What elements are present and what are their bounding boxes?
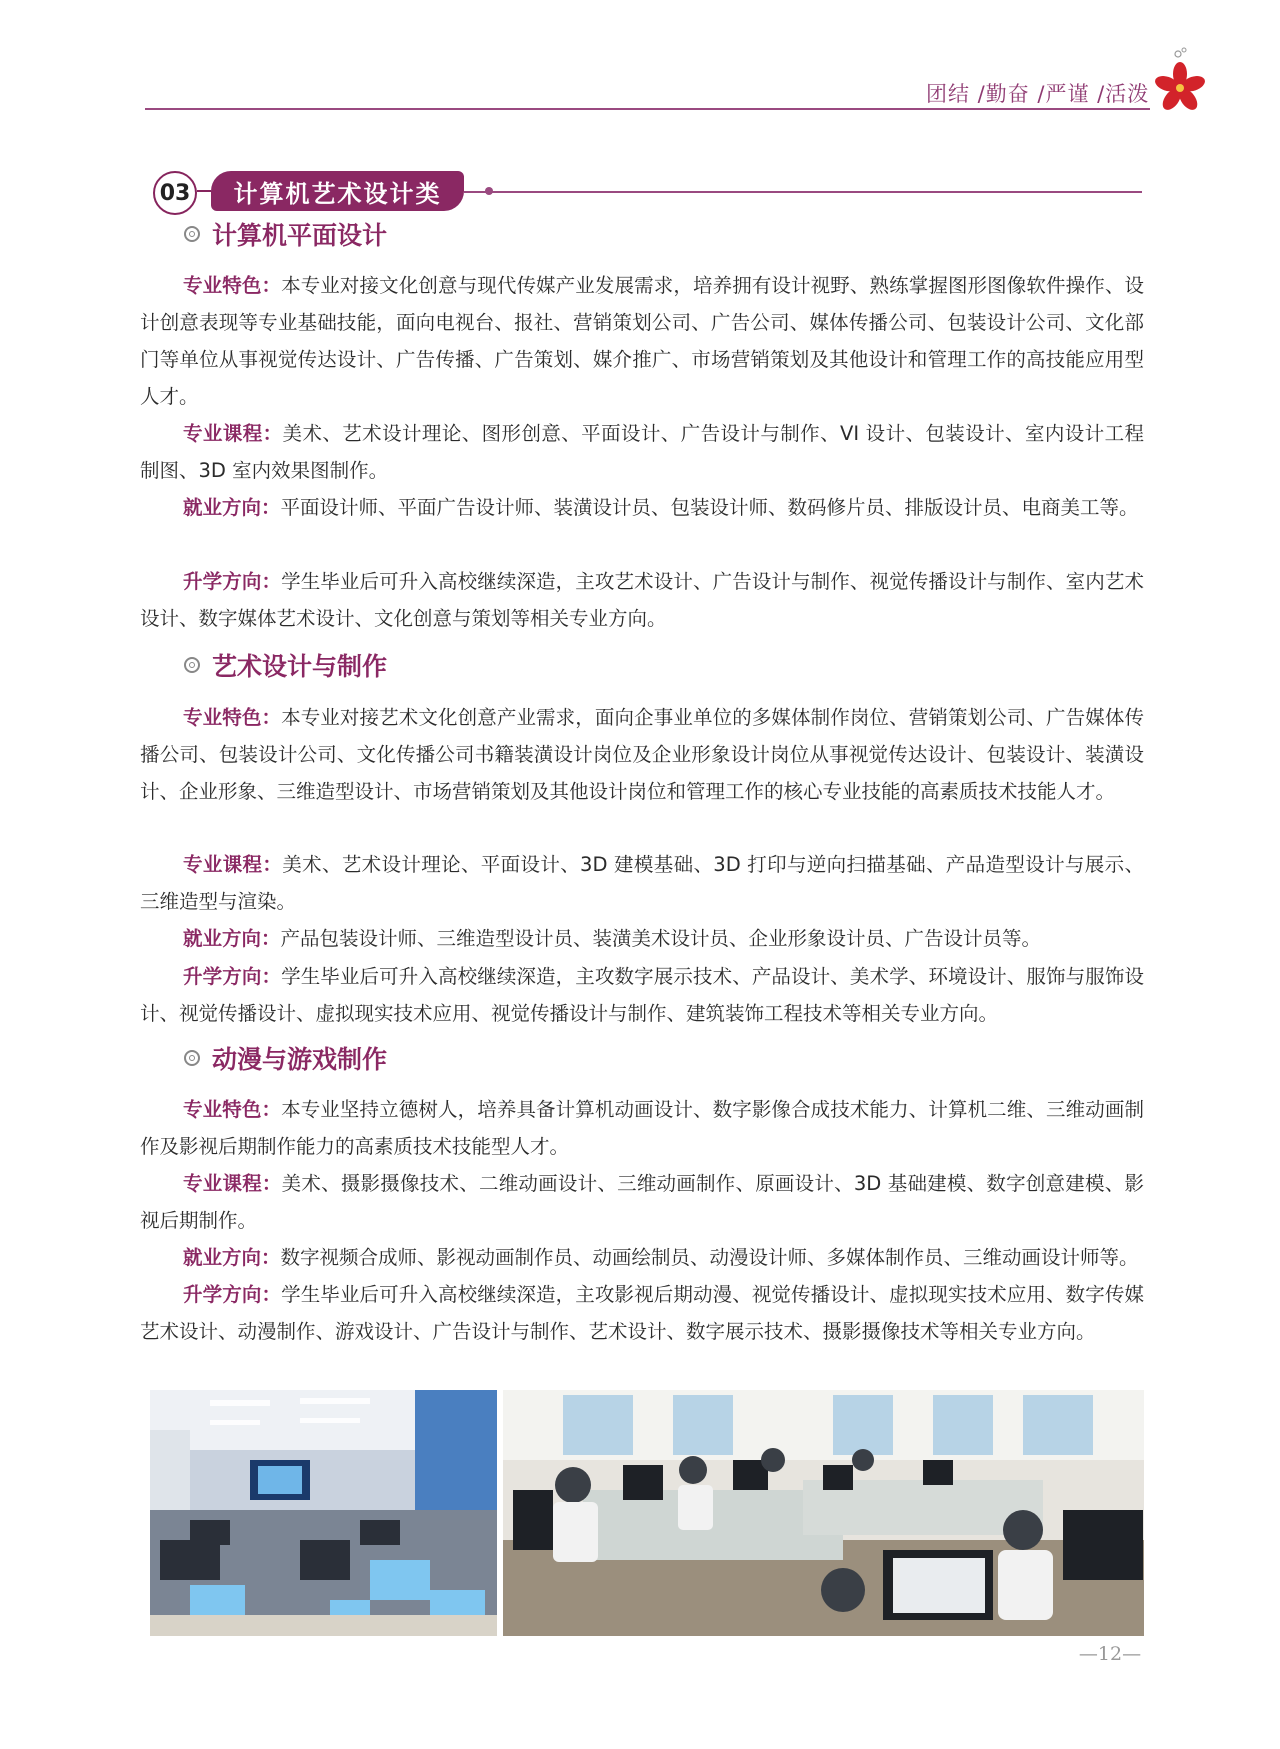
major-3-employment: 就业方向：数字视频合成师、影视动画制作员、动画绘制员、动漫设计师、多媒体制作员、三维动画设计师等。: [183, 1246, 1139, 1269]
major-heading-art-design: [184, 645, 664, 685]
major-heading-graphic-design: [184, 214, 664, 254]
computer-lab-photo-left: [150, 1390, 497, 1636]
major-1-courses: 专业课程：美术、艺术设计理论、图形创意、平面设计、广告设计与制作、VI 设计、包装设计、室内设计工程制图、3D 室内效果图制作。: [140, 422, 1144, 482]
major-1-employment: 就业方向：平面设计师、平面广告设计师、装潢设计员、包装设计师、数码修片员、排版设计员、电商美工等。: [183, 496, 1139, 519]
major-2-employment: 就业方向：产品包装设计师、三维造型设计员、装潢美术设计员、企业形象设计员、广告设计员等。: [183, 927, 1042, 950]
section-rule-dot: [485, 187, 493, 195]
section-connector: [197, 190, 211, 192]
page-number: —12—: [1078, 1643, 1142, 1665]
section-rule: [464, 191, 1142, 193]
header-motto: 团结 /勤奋 /严谨 /活泼: [926, 82, 1150, 106]
major-title: 艺术设计与制作: [212, 652, 388, 681]
major-1-further-study: 升学方向：学生毕业后可升入高校继续深造，主攻艺术设计、广告设计与制作、视觉传播设计与制作、室内艺术设计、数字媒体艺术设计、文化创意与策划等相关专业方向。: [140, 570, 1144, 630]
section-number-badge: 03: [153, 171, 197, 215]
major-2-further-study: 升学方向：学生毕业后可升入高校继续深造，主攻数字展示技术、产品设计、美术学、环境设计、服饰与服饰设计、视觉传播设计、虚拟现实技术应用、视觉传播设计与制作、建筑装饰工程技术等相关专业方向。: [140, 965, 1144, 1025]
circle-bullet-icon: [184, 657, 200, 673]
flower-logo-icon: [1148, 46, 1208, 116]
circle-bullet-icon: [184, 226, 200, 242]
major-3-courses: 专业课程：美术、摄影摄像技术、二维动画设计、三维动画制作、原画设计、3D 基础建模、数字创意建模、影视后期制作。: [140, 1172, 1144, 1232]
computer-lab-photo-right: [503, 1390, 1144, 1636]
major-3-further-study: 升学方向：学生毕业后可升入高校继续深造，主攻影视后期动漫、视觉传播设计、虚拟现实技术应用、数字传媒艺术设计、动漫制作、游戏设计、广告设计与制作、艺术设计、数字展示技术、摄影摄像技术等相关专业方向。: [140, 1283, 1144, 1343]
section-title: 计算机艺术设计类: [211, 171, 464, 211]
header-divider: [145, 108, 1150, 110]
major-2-courses: 专业课程：美术、艺术设计理论、平面设计、3D 建模基础、3D 打印与逆向扫描基础、产品造型设计与展示、三维造型与渲染。: [140, 853, 1144, 913]
major-title: 计算机平面设计: [212, 221, 388, 250]
circle-bullet-icon: [184, 1050, 200, 1066]
major-title: 动漫与游戏制作: [212, 1045, 388, 1074]
major-2-feature: 专业特色：本专业对接艺术文化创意产业需求，面向企事业单位的多媒体制作岗位、营销策划公司、广告媒体传播公司、包装设计公司、文化传播公司书籍装潢设计岗位及企业形象设计岗位从事视觉传达设计、包装设计、装潢设计、企业形象、三维造型设计、市场营销策划及其他设计岗位和管理工作的核心专业技能的高素质技术技能人才。: [140, 706, 1144, 803]
major-heading-animation-game: [184, 1038, 664, 1078]
major-1-feature: 专业特色：本专业对接文化创意与现代传媒产业发展需求，培养拥有设计视野、熟练掌握图形图像软件操作、设计创意表现等专业基础技能，面向电视台、报社、营销策划公司、广告公司、媒体传播公司、包装设计公司、文化部门等单位从事视觉传达设计、广告传播、广告策划、媒介推广、市场营销策划及其他设计和管理工作的高技能应用型人才。: [140, 274, 1144, 408]
major-3-feature: 专业特色：本专业坚持立德树人，培养具备计算机动画设计、数字影像合成技术能力、计算机二维、三维动画制作及影视后期制作能力的高素质技术技能型人才。: [140, 1098, 1144, 1158]
